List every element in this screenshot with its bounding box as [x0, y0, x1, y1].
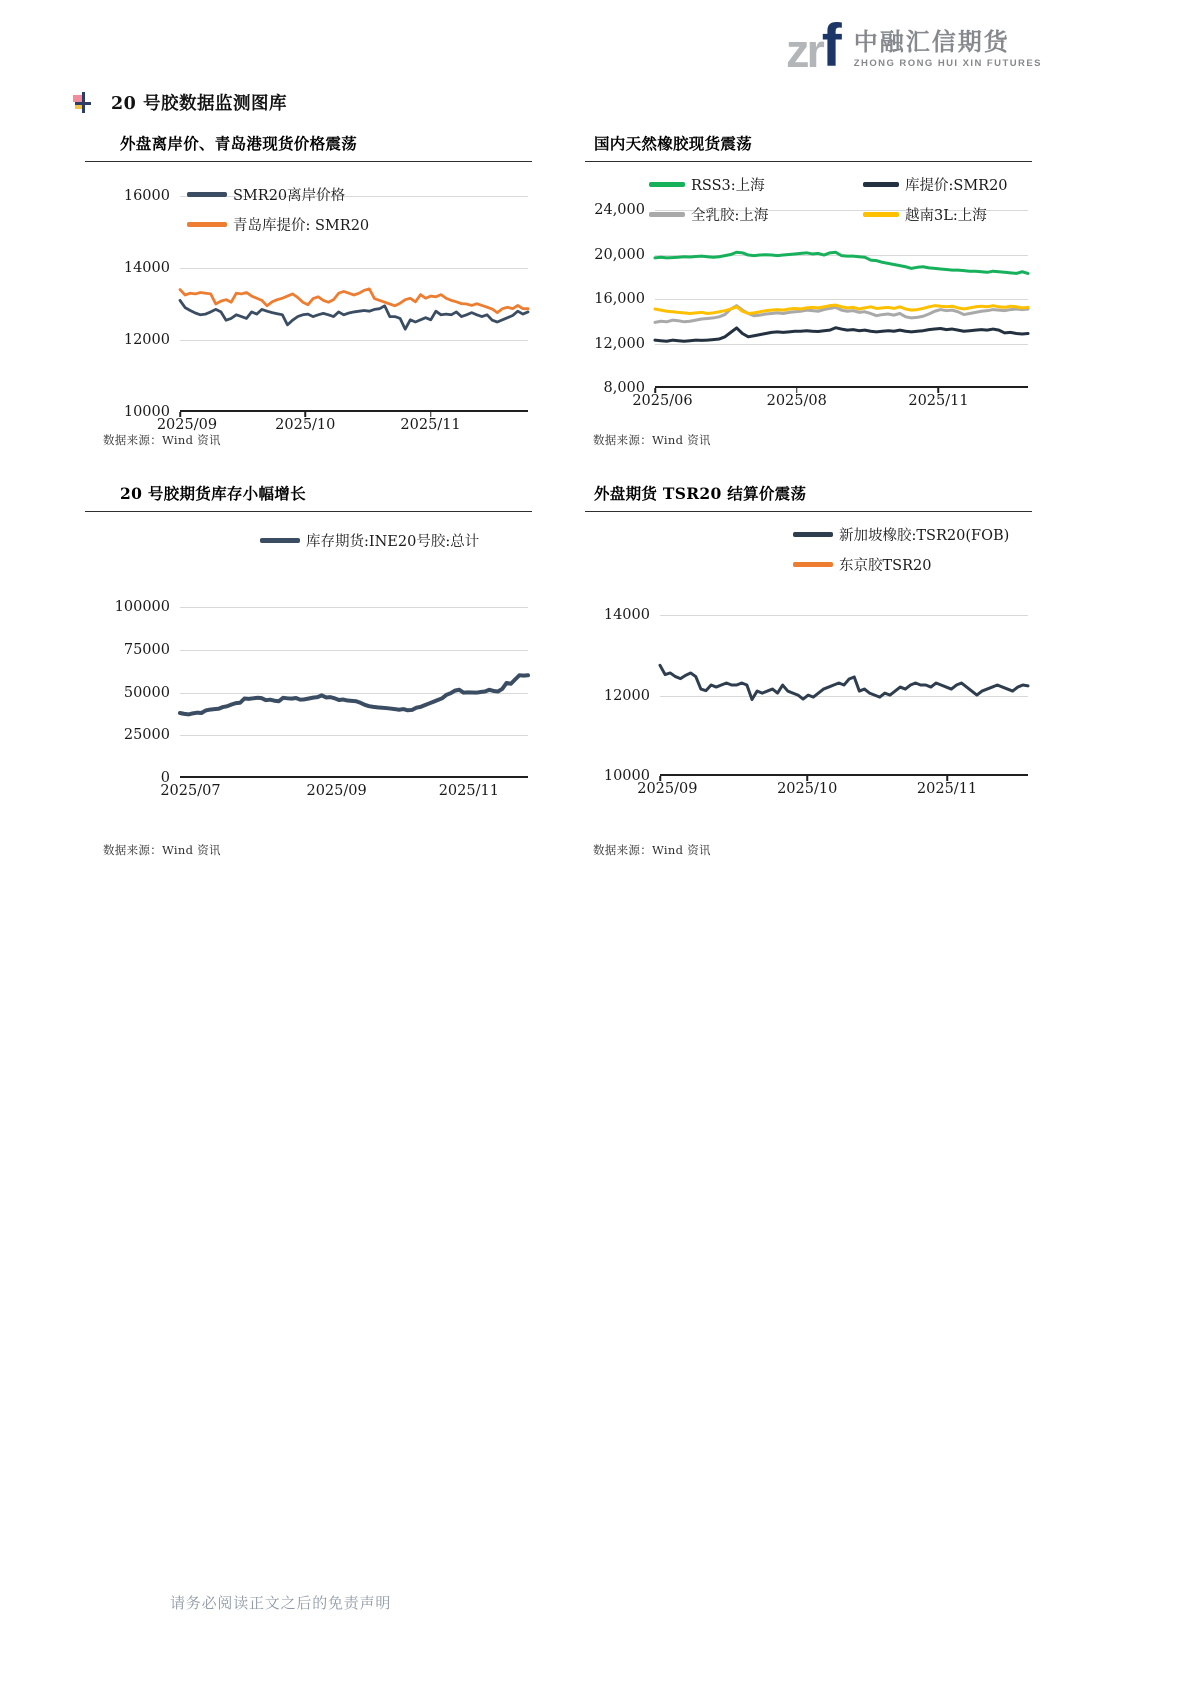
logo-zr-letters: zr	[786, 24, 822, 78]
legend-item	[187, 214, 369, 235]
legend-label: 东京胶TSR20	[839, 558, 932, 574]
chart-domestic-natural-rubber-spot	[585, 132, 1032, 447]
legend-item	[649, 204, 863, 225]
series-line	[180, 675, 528, 714]
y-axis-label: 0	[160, 770, 170, 786]
y-axis-label: 50000	[123, 684, 170, 701]
chart-legend	[793, 524, 1009, 575]
x-axis-tick	[659, 776, 661, 781]
legend-swatch	[187, 192, 227, 197]
legend-swatch	[863, 182, 899, 187]
plot-area	[114, 599, 528, 799]
y-axis-label: 75000	[123, 641, 170, 658]
section-title: 20 号胶数据监测图库	[111, 94, 287, 114]
legend-swatch	[649, 212, 685, 217]
x-axis-label: 2025/10	[275, 417, 336, 433]
plot-region	[85, 164, 532, 436]
legend-item	[260, 530, 479, 551]
legend-item	[793, 524, 1009, 545]
y-axis-label: 16000	[123, 188, 170, 204]
chart-canvas	[655, 210, 1028, 388]
disclaimer-footer: 请务必阅读正文之后的免责声明	[170, 1594, 392, 1612]
chart-legend	[187, 184, 369, 235]
legend-item	[863, 204, 1008, 225]
legend-item	[649, 174, 863, 195]
legend-swatch	[793, 532, 833, 537]
chart-offshore-qingdao-price	[85, 132, 532, 447]
y-axis-label: 25000	[123, 727, 170, 744]
legend-swatch	[260, 538, 300, 543]
x-axis-label: 2025/09	[156, 417, 218, 433]
legend-item	[793, 554, 1009, 575]
legend-label: 新加坡橡胶:TSR20(FOB)	[839, 528, 1010, 544]
legend-swatch	[649, 182, 685, 187]
y-axis-label: 14000	[603, 607, 650, 623]
title-divider	[585, 511, 1032, 512]
legend-label: RSS3:上海	[691, 178, 765, 194]
x-axis-label: 2025/11	[438, 783, 499, 799]
legend-item	[863, 174, 1008, 195]
x-axis-label: 2025/06	[632, 393, 693, 409]
data-source: 数据来源：Wind 资讯	[593, 433, 711, 447]
logo-f-letter: f	[821, 12, 842, 79]
chart-title: 外盘期货 TSR20 结算价震荡	[594, 484, 807, 503]
x-axis-tick	[305, 412, 307, 417]
x-axis-tick	[938, 388, 940, 393]
x-axis-label: 2025/10	[777, 781, 838, 797]
section-header	[72, 90, 287, 115]
data-source: 数据来源：Wind 资讯	[593, 843, 711, 857]
legend-label: 青岛库提价: SMR20	[233, 218, 370, 234]
x-axis-tick	[654, 388, 656, 393]
plot-area	[603, 607, 1028, 797]
x-axis-tick	[430, 412, 432, 417]
x-axis-label: 2025/11	[400, 417, 461, 433]
x-axis-label: 2025/11	[916, 781, 978, 797]
plot-area	[594, 202, 1028, 409]
data-source: 数据来源：Wind 资讯	[103, 843, 221, 857]
title-divider	[585, 161, 1032, 162]
chart-legend	[260, 530, 479, 551]
chart-title: 国内天然橡胶现货震荡	[594, 134, 753, 153]
y-axis-label: 14000	[123, 259, 170, 276]
y-axis-label: 12000	[123, 331, 170, 348]
logo-zrf-icon	[786, 12, 842, 79]
y-axis-label: 16,000	[594, 291, 645, 307]
data-source: 数据来源：Wind 资讯	[103, 433, 221, 447]
series-line	[180, 289, 528, 313]
chart-title: 20 号胶期货库存小幅增长	[120, 484, 306, 503]
series-line	[655, 328, 1028, 342]
legend-label: 库存期货:INE20号胶:总计	[306, 534, 480, 550]
chart-canvas	[660, 615, 1028, 776]
company-name-cn: 中融汇信期货	[853, 28, 1010, 56]
company-name-en: ZHONG RONG HUI XIN FUTURES	[853, 57, 1042, 69]
legend-label: SMR20离岸价格	[233, 188, 346, 204]
title-divider	[85, 161, 532, 162]
company-logo	[786, 12, 1042, 79]
series-line	[660, 665, 1028, 699]
y-axis-label: 8,000	[603, 380, 645, 396]
legend-swatch	[793, 562, 833, 567]
y-axis-label: 10000	[123, 404, 170, 420]
y-axis-label: 100000	[114, 599, 170, 615]
legend-label: 全乳胶:上海	[691, 208, 769, 224]
x-axis-label: 2025/09	[306, 783, 367, 799]
x-axis-label: 2025/11	[908, 393, 969, 409]
series-line	[655, 252, 1028, 273]
chart-canvas	[180, 607, 528, 778]
x-axis-label: 2025/09	[637, 781, 698, 797]
y-axis-label: 24,000	[594, 202, 645, 218]
logo-text	[853, 28, 1042, 71]
chart-ine20-futures-inventory	[85, 482, 532, 857]
x-axis-label: 2025/08	[766, 393, 827, 409]
legend-swatch	[187, 222, 227, 227]
y-axis-label: 12,000	[594, 335, 645, 352]
chart-tsr20-settlement-price	[585, 482, 1032, 857]
chart-legend	[649, 174, 1008, 225]
legend-label: 库提价:SMR20	[905, 178, 1008, 194]
legend-swatch	[863, 212, 899, 217]
y-axis-label: 12000	[603, 687, 650, 704]
chart-title: 外盘离岸价、青岛港现货价格震荡	[120, 134, 358, 153]
x-axis-tick	[946, 776, 948, 781]
plot-region	[585, 164, 1032, 414]
x-axis-tick	[806, 776, 808, 781]
title-divider	[85, 511, 532, 512]
x-axis-tick	[796, 388, 798, 393]
plot-region	[585, 514, 1032, 802]
section-marker-icon	[72, 91, 94, 115]
legend-item	[187, 184, 369, 205]
y-axis-label: 20,000	[594, 246, 645, 263]
y-axis-label: 10000	[603, 768, 650, 784]
x-axis-tick	[179, 412, 181, 417]
plot-region	[85, 514, 532, 804]
legend-label: 越南3L:上海	[905, 208, 987, 224]
x-axis-label: 2025/07	[160, 783, 221, 799]
